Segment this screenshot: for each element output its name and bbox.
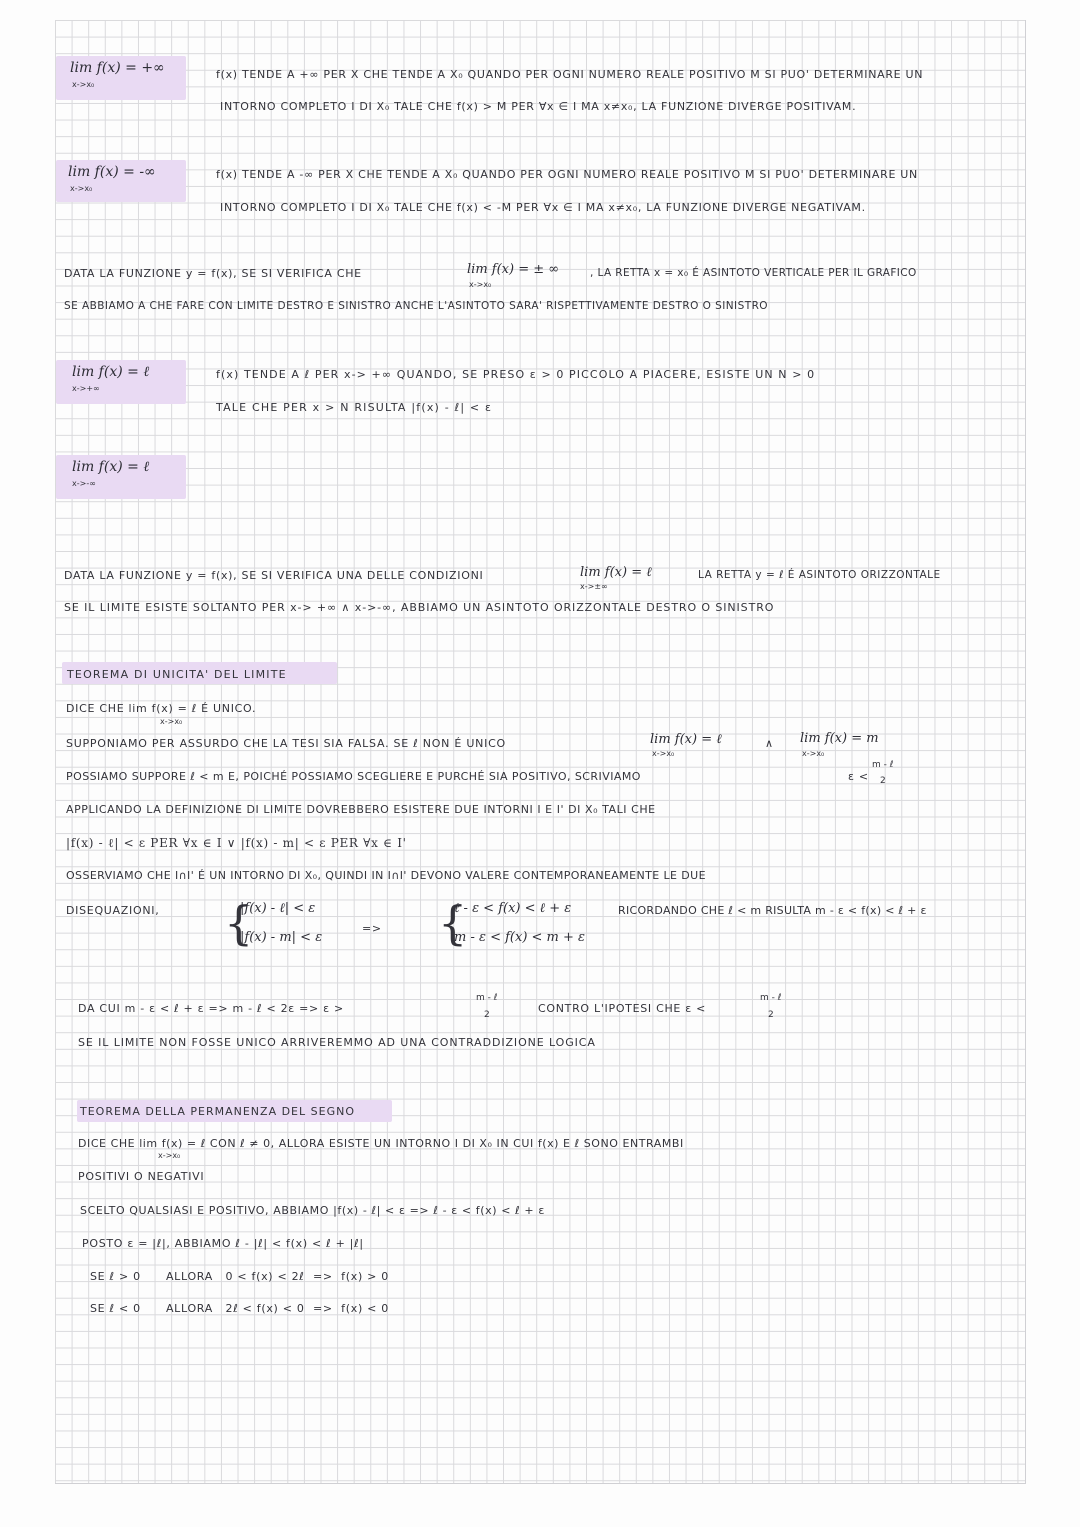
- uniqueness-line8b: CONTRO L'IPOTESI CHE ε <: [538, 1002, 707, 1015]
- lim-plus-inf-line1: f(x) TENDE A +∞ PER X CHE TENDE A X₀ QUANDO PER OGNI NUMERO REALE POSITIVO M SI PUO' DETERMINARE UN: [216, 68, 924, 81]
- uniqueness-line2-sub2: x->x₀: [802, 749, 825, 758]
- uniqueness-line8a: DA CUI m - ε < ℓ + ε => m - ℓ < 2ε => ε >: [78, 1002, 344, 1015]
- lim-l-minus-sub: x->-∞: [72, 479, 96, 488]
- system-brace-left: {: [224, 896, 254, 950]
- uniqueness-line7b: RICORDANDO CHE ℓ < m RISULTA m - ε < f(x) < ℓ + ε: [618, 904, 927, 917]
- uniqueness-title: TEOREMA DI UNICITA' DEL LIMITE: [67, 668, 287, 681]
- horizontal-asymptote-line1a: DATA LA FUNZIONE y = f(x), SE SI VERIFICA UNA DELLE CONDIZIONI: [64, 569, 484, 582]
- permanence-line4: POSTO ε = |ℓ|, ABBIAMO ℓ - |ℓ| < f(x) < ℓ + |ℓ|: [82, 1237, 364, 1250]
- lim-minus-inf-formula: lim f(x) = -∞: [68, 164, 156, 180]
- uniqueness-line7a: DISEQUAZIONI,: [66, 904, 160, 917]
- permanence-line2: POSITIVI O NEGATIVI: [78, 1170, 205, 1183]
- lim-l-plus-line2: TALE CHE PER x > N RISULTA |f(x) - ℓ| < ε: [216, 401, 493, 414]
- uniqueness-line3-eps: ε <: [848, 770, 869, 783]
- vertical-asymptote-lim: lim f(x) = ± ∞: [467, 262, 560, 277]
- uniqueness-line8-frac-num: m - ℓ: [476, 993, 498, 1003]
- uniqueness-line8-frac-den: 2: [484, 1010, 490, 1020]
- vertical-asymptote-line2: SE ABBIAMO A CHE FARE CON LIMITE DESTRO E SINISTRO ANCHE L'ASINTOTO SARA' RISPETTIVAMENTE DESTRO O SINISTRO: [64, 300, 769, 312]
- uniqueness-frac-num: m - ℓ: [872, 760, 894, 770]
- permanence-title: TEOREMA DELLA PERMANENZA DEL SEGNO: [80, 1105, 355, 1118]
- uniqueness-line9: SE IL LIMITE NON FOSSE UNICO ARRIVEREMMO AD UNA CONTRADDIZIONE LOGICA: [78, 1036, 596, 1049]
- system2-ineq1: ℓ - ε < f(x) < ℓ + ε: [454, 901, 572, 916]
- permanence-line5: SE ℓ > 0 ALLORA 0 < f(x) < 2ℓ => f(x) > 0: [90, 1270, 389, 1283]
- lim-l-plus-sub: x->+∞: [72, 384, 100, 393]
- horizontal-asymptote-line1b: LA RETTA y = ℓ É ASINTOTO ORIZZONTALE: [698, 569, 941, 581]
- system-implies: =>: [362, 922, 382, 935]
- lim-minus-inf-sub: x->x₀: [70, 184, 93, 193]
- uniqueness-line2-and: ∧: [765, 737, 774, 750]
- uniqueness-line8b-frac-den: 2: [768, 1010, 774, 1020]
- lim-minus-inf-line2: INTORNO COMPLETO I DI X₀ TALE CHE f(x) < -M PER ∀x ∈ I MA x≠x₀, LA FUNZIONE DIVERGE NEGATIVAM.: [220, 201, 866, 214]
- system1-ineq1: |f(x) - ℓ| < ε: [240, 901, 316, 916]
- vertical-asymptote-line1b: , LA RETTA x = x₀ É ASINTOTO VERTICALE PER IL GRAFICO: [590, 267, 917, 279]
- system1-ineq2: |f(x) - m| < ε: [240, 930, 323, 945]
- lim-plus-inf-sub: x->x₀: [72, 80, 95, 89]
- lim-plus-inf-formula: lim f(x) = +∞: [70, 60, 165, 76]
- uniqueness-frac-den: 2: [880, 776, 886, 786]
- system-brace-right: {: [438, 896, 468, 950]
- permanence-line3: SCELTO QUALSIASI E POSITIVO, ABBIAMO |f(x) - ℓ| < ε => ℓ - ε < f(x) < ℓ + ε: [80, 1204, 545, 1217]
- vertical-asymptote-lim-sub: x->x₀: [469, 280, 492, 289]
- vertical-asymptote-line1a: DATA LA FUNZIONE y = f(x), SE SI VERIFICA CHE: [64, 267, 362, 280]
- grid-paper-sheet: [55, 20, 1026, 1484]
- uniqueness-line2-lim1: lim f(x) = ℓ: [650, 732, 722, 747]
- uniqueness-line2-lim2: lim f(x) = m: [800, 731, 879, 746]
- horizontal-asymptote-line2: SE IL LIMITE ESISTE SOLTANTO PER x-> +∞ ∧ x->-∞, ABBIAMO UN ASINTOTO ORIZZONTALE DESTRO O SINISTRO: [64, 601, 775, 614]
- uniqueness-line6: OSSERVIAMO CHE I∩I' É UN INTORNO DI X₀, QUINDI IN I∩I' DEVONO VALERE CONTEMPORANEAMENTE LE DUE: [66, 869, 706, 882]
- horizontal-asymptote-lim: lim f(x) = ℓ: [580, 565, 652, 580]
- horizontal-asymptote-lim-sub: x->±∞: [580, 582, 608, 591]
- uniqueness-line1-sub: x->x₀: [160, 717, 183, 726]
- lim-l-plus-line1: f(x) TENDE A ℓ PER x-> +∞ QUANDO, SE PRESO ε > 0 PICCOLO A PIACERE, ESISTE UN N > 0: [216, 368, 816, 381]
- uniqueness-line3: POSSIAMO SUPPORE ℓ < m E, POICHÉ POSSIAMO SCEGLIERE E PURCHÉ SIA POSITIVO, SCRIVIAMO: [66, 770, 641, 783]
- lim-minus-inf-line1: f(x) TENDE A -∞ PER X CHE TENDE A X₀ QUANDO PER OGNI NUMERO REALE POSITIVO M SI PUO' DETERMINARE UN: [216, 168, 918, 181]
- uniqueness-line4: APPLICANDO LA DEFINIZIONE DI LIMITE DOVREBBERO ESISTERE DUE INTORNI I E I' DI X₀ TALI CHE: [66, 803, 656, 816]
- lim-l-plus-formula: lim f(x) = ℓ: [72, 364, 150, 380]
- system2-ineq2: m - ε < f(x) < m + ε: [454, 930, 586, 945]
- permanence-line1: DICE CHE lim f(x) = ℓ CON ℓ ≠ 0, ALLORA ESISTE UN INTORNO I DI X₀ IN CUI f(x) E ℓ SONO ENTRAMBI: [78, 1137, 684, 1150]
- permanence-line1-sub: x->x₀: [158, 1151, 181, 1160]
- uniqueness-line2-sub1: x->x₀: [652, 749, 675, 758]
- uniqueness-line1: DICE CHE lim f(x) = ℓ É UNICO.: [66, 702, 257, 715]
- uniqueness-line5: |f(x) - ℓ| < ε PER ∀x ∈ I ∨ |f(x) - m| < ε PER ∀x ∈ I': [66, 836, 407, 850]
- lim-l-minus-formula: lim f(x) = ℓ: [72, 459, 150, 475]
- permanence-line6: SE ℓ < 0 ALLORA 2ℓ < f(x) < 0 => f(x) < 0: [90, 1302, 389, 1315]
- lim-plus-inf-line2: INTORNO COMPLETO I DI X₀ TALE CHE f(x) > M PER ∀x ∈ I MA x≠x₀, LA FUNZIONE DIVERGE POSITIVAM.: [220, 100, 857, 113]
- uniqueness-line2: SUPPONIAMO PER ASSURDO CHE LA TESI SIA FALSA. SE ℓ NON É UNICO: [66, 737, 506, 750]
- uniqueness-line8b-frac-num: m - ℓ: [760, 993, 782, 1003]
